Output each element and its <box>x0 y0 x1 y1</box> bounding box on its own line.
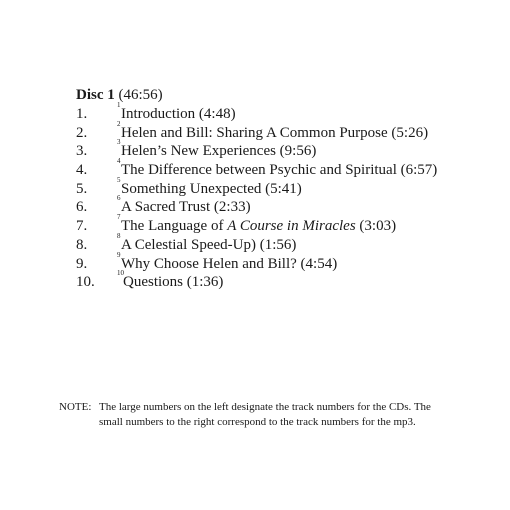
cd-track-number: 5. <box>76 180 88 197</box>
track-title: Something Unexpected (5:41) <box>121 180 302 197</box>
track-title-italic: A Course in Miracles <box>227 218 356 235</box>
track-title-post: (3:03) <box>355 218 397 235</box>
track-title: Helen and Bill: Sharing A Common Purpose (5:26) <box>121 124 429 141</box>
cd-track-number: 1. <box>76 106 88 122</box>
cd-track-number: 9. <box>76 255 88 272</box>
track-title: Why Choose Helen and Bill? (4:54) <box>121 255 338 272</box>
cd-track-number: 4. <box>76 162 88 179</box>
cd-track-number: 2. <box>76 124 88 141</box>
track-title: Helen’s New Experiences (9:56) <box>121 143 317 160</box>
mp3-track-number: 7 <box>117 213 121 222</box>
cd-track-number: 7. <box>76 218 88 235</box>
note-line: small numbers to the right correspond to the track numbers for the mp3. <box>99 416 416 428</box>
track-title: Introduction (4:48) <box>121 106 236 122</box>
mp3-track-number: 1 <box>117 101 121 109</box>
cd-track-number: 10. <box>76 274 95 291</box>
track-title: Questions (1:36) <box>123 274 224 291</box>
mp3-track-number: 9 <box>117 250 121 259</box>
mp3-track-number: 4 <box>117 157 121 166</box>
track-title <box>121 217 396 236</box>
track-title: The Difference between Psychic and Spiritual (6:57) <box>121 162 438 179</box>
mp3-track-number: 3 <box>117 138 121 147</box>
mp3-track-number: 2 <box>117 119 121 128</box>
mp3-track-number: 6 <box>117 194 121 203</box>
disc-duration: (46:56) <box>118 87 163 103</box>
mp3-track-number: 10 <box>117 269 124 278</box>
track-title: A Celestial Speed-Up) (1:56) <box>121 236 297 253</box>
mp3-track-number: 5 <box>117 175 121 184</box>
cd-track-number: 3. <box>76 143 88 160</box>
mp3-track-number: 8 <box>117 231 121 240</box>
cd-track-number: 8. <box>76 236 88 253</box>
note-text <box>99 400 499 430</box>
cd-track-number: 6. <box>76 199 88 216</box>
track-title-pre: The Language of <box>121 218 228 235</box>
note-label: NOTE: <box>59 401 92 413</box>
disc-name: Disc 1 <box>76 87 115 103</box>
track-title: A Sacred Trust (2:33) <box>121 199 251 216</box>
note-line: The large numbers on the left designate the track numbers for the CDs. The <box>99 401 431 413</box>
